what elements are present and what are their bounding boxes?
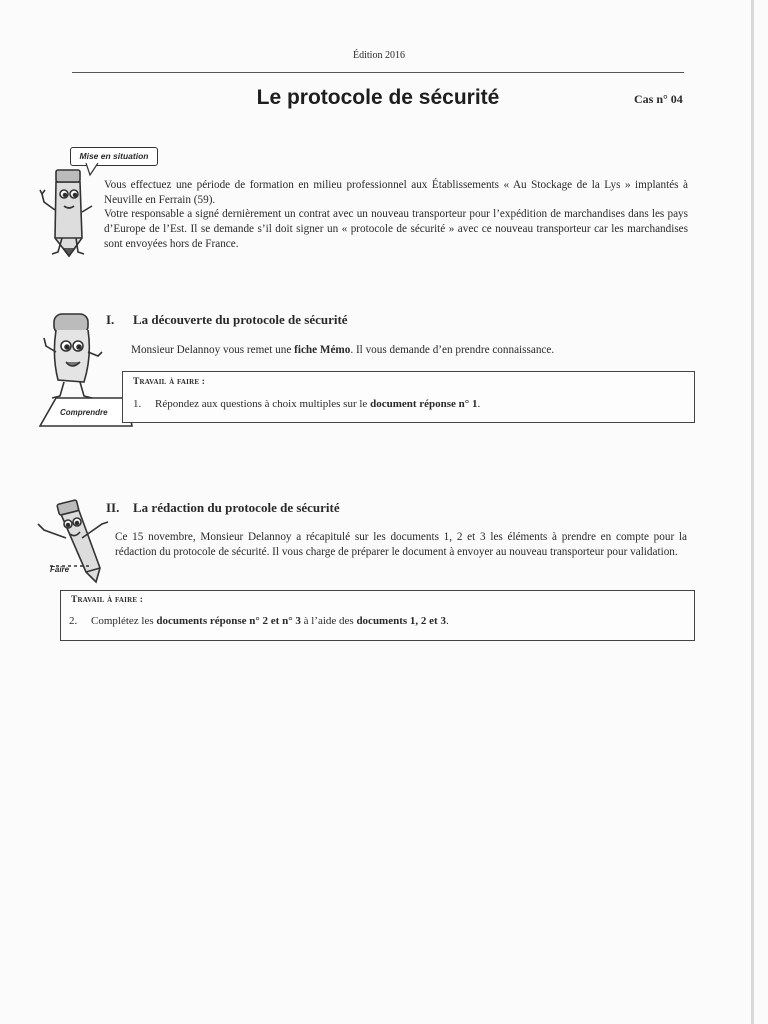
edition-label: Édition 2016 xyxy=(353,50,405,61)
intro-paragraph-1: Vous effectuez une période de formation en milieu professionnel aux Établissements « Au Stockage de la Lys » implantés à Neuville en Ferrain (59). xyxy=(104,179,688,206)
section-1-number: I. xyxy=(106,312,115,327)
faire-label: Faire xyxy=(50,565,70,574)
task-1-heading: Travail à faire : xyxy=(133,377,206,387)
section-2-heading: La rédaction du protocole de sécurité xyxy=(133,500,340,515)
task-box-2 xyxy=(60,590,695,641)
task-2-item: 2. Complétez les documents réponse n° 2 et n° 3 à l’aide des documents 1, 2 et 3. xyxy=(69,615,449,627)
section-1-title xyxy=(106,312,348,328)
section-2-title xyxy=(106,500,340,516)
intro-paragraph-2: Votre responsable a signé dernièrement un contrat avec un nouveau transporteur pour l’expédition de marchandises dans les pays d’Europe de l’Est. Il se demande s’il doit signer un « protocole de sécurité » avec ce nouveau transporteur car les marchandises sont envoyées hors de France. xyxy=(104,208,688,250)
task-1-item: 1. Répondez aux questions à choix multiples sur le document réponse n° 1. xyxy=(133,398,481,410)
page-edge xyxy=(751,0,754,1024)
situation-bubble: Mise en situation xyxy=(70,147,158,166)
header-rule xyxy=(72,72,684,73)
section-1-text: Monsieur Delannoy vous remet une fiche Mémo. Il vous demande d’en prendre connaissance. xyxy=(131,344,555,356)
task-2-heading: Travail à faire : xyxy=(71,595,144,605)
bubble-tail xyxy=(84,163,104,177)
comprendre-label: Comprendre xyxy=(60,408,108,417)
page-title: Le protocole de sécurité xyxy=(256,86,500,109)
section-1-heading: La découverte du protocole de sécurité xyxy=(133,312,348,327)
section-2-number: II. xyxy=(106,500,120,515)
section-2-text: Ce 15 novembre, Monsieur Delannoy a récapitulé sur les documents 1, 2 et 3 les éléments à prendre en compte pour la rédaction du protocole de sécurité. Il vous charge de préparer le document à envoyer au nouveau transporteur pour validation. xyxy=(115,531,687,558)
case-number: Cas n° 04 xyxy=(634,92,683,106)
task-box-1 xyxy=(122,371,695,423)
